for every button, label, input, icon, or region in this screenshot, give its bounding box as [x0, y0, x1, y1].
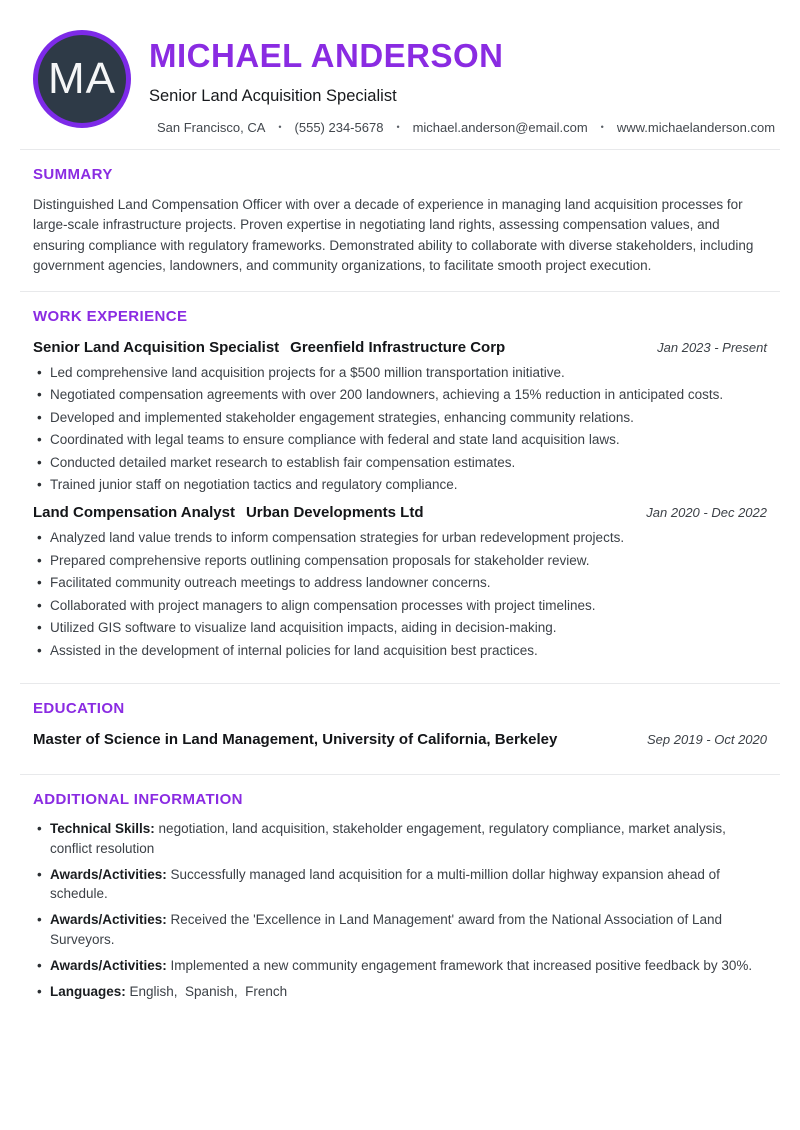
- info-item-text: Implemented a new community engagement framework that increased positive feedback by 30%.: [166, 957, 753, 973]
- job-title: Land Compensation Analyst: [33, 504, 235, 522]
- bullet-separator-icon: •: [278, 122, 282, 133]
- info-item-text: English, Spanish, French: [125, 983, 288, 999]
- work-experience-heading: WORK EXPERIENCE: [33, 307, 188, 325]
- bullet-dot-icon: •: [37, 983, 42, 999]
- job-bullet: • Facilitated community outreach meetings to address landowner concerns.: [33, 573, 767, 592]
- education-degree: Master of Science in Land Management, University of California, Berkeley: [33, 731, 558, 749]
- bullet-dot-icon: •: [37, 575, 42, 591]
- job-bullet: • Trained junior staff on negotiation tactics and regulatory compliance.: [33, 475, 767, 494]
- education-section: [0, 700, 800, 774]
- job-header: [33, 504, 767, 521]
- contact-row: [149, 119, 776, 135]
- job-dates: Jan 2020 - Dec 2022: [646, 505, 767, 521]
- section-divider: [20, 291, 780, 292]
- header-text: [149, 30, 776, 135]
- additional-info-heading: ADDITIONAL INFORMATION: [33, 791, 243, 809]
- contact-phone: (555) 234-5678: [294, 119, 384, 135]
- info-item-label: Awards/Activities:: [50, 912, 167, 928]
- bullet-dot-icon: •: [37, 620, 42, 636]
- info-item-label: Languages:: [50, 983, 126, 999]
- summary-heading: SUMMARY: [33, 165, 113, 183]
- bullet-dot-icon: •: [37, 432, 42, 448]
- info-item-label: Technical Skills:: [50, 821, 155, 837]
- job-bullet: • Coordinated with legal teams to ensure compliance with federal and state land acquisition laws.: [33, 430, 767, 449]
- job-company: Greenfield Infrastructure Corp: [290, 338, 506, 356]
- bullet-dot-icon: •: [37, 364, 42, 380]
- job-bullet: • Analyzed land value trends to inform compensation strategies for urban redevelopment projects.: [33, 528, 767, 547]
- job-bullet: • Developed and implemented stakeholder engagement strategies, enhancing community relations.: [33, 408, 767, 427]
- avatar: [33, 30, 131, 128]
- contact-email: michael.anderson@email.com: [412, 119, 588, 135]
- section-divider: [20, 774, 780, 775]
- avatar-initials: MA: [48, 54, 116, 103]
- summary-section: [0, 166, 800, 291]
- info-item-label: Awards/Activities:: [50, 957, 167, 973]
- job-company: Urban Developments Ltd: [245, 504, 424, 522]
- job-bullet: • Assisted in the development of internal policies for land acquisition best practices.: [33, 641, 767, 660]
- job-title: Senior Land Acquisition Specialist: [33, 338, 280, 356]
- job-header: [33, 339, 767, 356]
- education-heading: EDUCATION: [33, 700, 125, 718]
- job-title-company: [33, 504, 424, 521]
- job-bullet: • Prepared comprehensive reports outlining compensation proposals for stakeholder review.: [33, 551, 767, 570]
- bullet-dot-icon: •: [37, 387, 42, 403]
- education-entry: [33, 731, 767, 748]
- bullet-dot-icon: •: [37, 642, 42, 658]
- contact-location: San Francisco, CA: [157, 119, 266, 135]
- candidate-name: MICHAEL ANDERSON: [149, 37, 504, 74]
- job-bullet: • Utilized GIS software to visualize land acquisition impacts, aiding in decision-making.: [33, 618, 767, 637]
- job-bullet: • Conducted detailed market research to establish fair compensation estimates.: [33, 453, 767, 472]
- job-bullet: • Collaborated with project managers to align compensation processes with project timelines.: [33, 596, 767, 615]
- job-bullet-list: [33, 528, 767, 660]
- info-item-label: Awards/Activities:: [50, 866, 167, 882]
- bullet-dot-icon: •: [37, 530, 42, 546]
- info-item: [33, 865, 767, 904]
- section-divider: [20, 683, 780, 684]
- job-bullet: • Led comprehensive land acquisition projects for a $500 million transportation initiative.: [33, 363, 767, 382]
- contact-website: www.michaelanderson.com: [616, 119, 776, 135]
- info-item: [33, 982, 767, 1002]
- info-item-text: Received the 'Excellence in Land Management' award from the National Association of Land Surveyors.: [50, 912, 726, 947]
- bullet-dot-icon: •: [37, 821, 42, 837]
- job-title-company: [33, 339, 505, 356]
- info-item: [33, 956, 767, 976]
- bullet-separator-icon: •: [396, 122, 400, 133]
- bullet-dot-icon: •: [37, 597, 42, 613]
- job-bullet: • Negotiated compensation agreements with over 200 landowners, achieving a 15% reduction in anticipated costs.: [33, 385, 767, 404]
- additional-info-list: [33, 819, 767, 1001]
- job-dates: Jan 2023 - Present: [657, 339, 767, 355]
- section-divider: [20, 149, 780, 150]
- header: [0, 0, 800, 135]
- bullet-dot-icon: •: [37, 454, 42, 470]
- candidate-title: Senior Land Acquisition Specialist: [149, 86, 397, 105]
- additional-info-section: [0, 791, 800, 1001]
- bullet-separator-icon: •: [600, 122, 604, 133]
- bullet-dot-icon: •: [37, 409, 42, 425]
- bullet-dot-icon: •: [37, 912, 42, 928]
- info-item: [33, 910, 767, 949]
- info-item: [33, 819, 767, 858]
- bullet-dot-icon: •: [37, 552, 42, 568]
- work-experience-section: [0, 308, 800, 684]
- bullet-dot-icon: •: [37, 866, 42, 882]
- job-bullet-list: [33, 363, 767, 495]
- bullet-dot-icon: •: [37, 957, 42, 973]
- bullet-dot-icon: •: [37, 477, 42, 493]
- education-dates: Sep 2019 - Oct 2020: [647, 732, 767, 748]
- info-item-text: negotiation, land acquisition, stakeholder engagement, regulatory compliance, market analysis, conflict resolution: [50, 821, 730, 856]
- info-item-text: Successfully managed land acquisition for a multi-million dollar highway expansion ahead of schedule.: [50, 866, 724, 902]
- summary-text: Distinguished Land Compensation Officer with over a decade of experience in managing land acquisition processes for large-scale infrastructure projects. Proven expertise in negotiating land rights, assessing compensation values, and ensuring compliance with regulatory frameworks. Demonstrated ability to collaborate with diverse stakeholders, including government agencies, landowners, and community organizations, to facilitate smooth project execution.: [33, 196, 754, 274]
